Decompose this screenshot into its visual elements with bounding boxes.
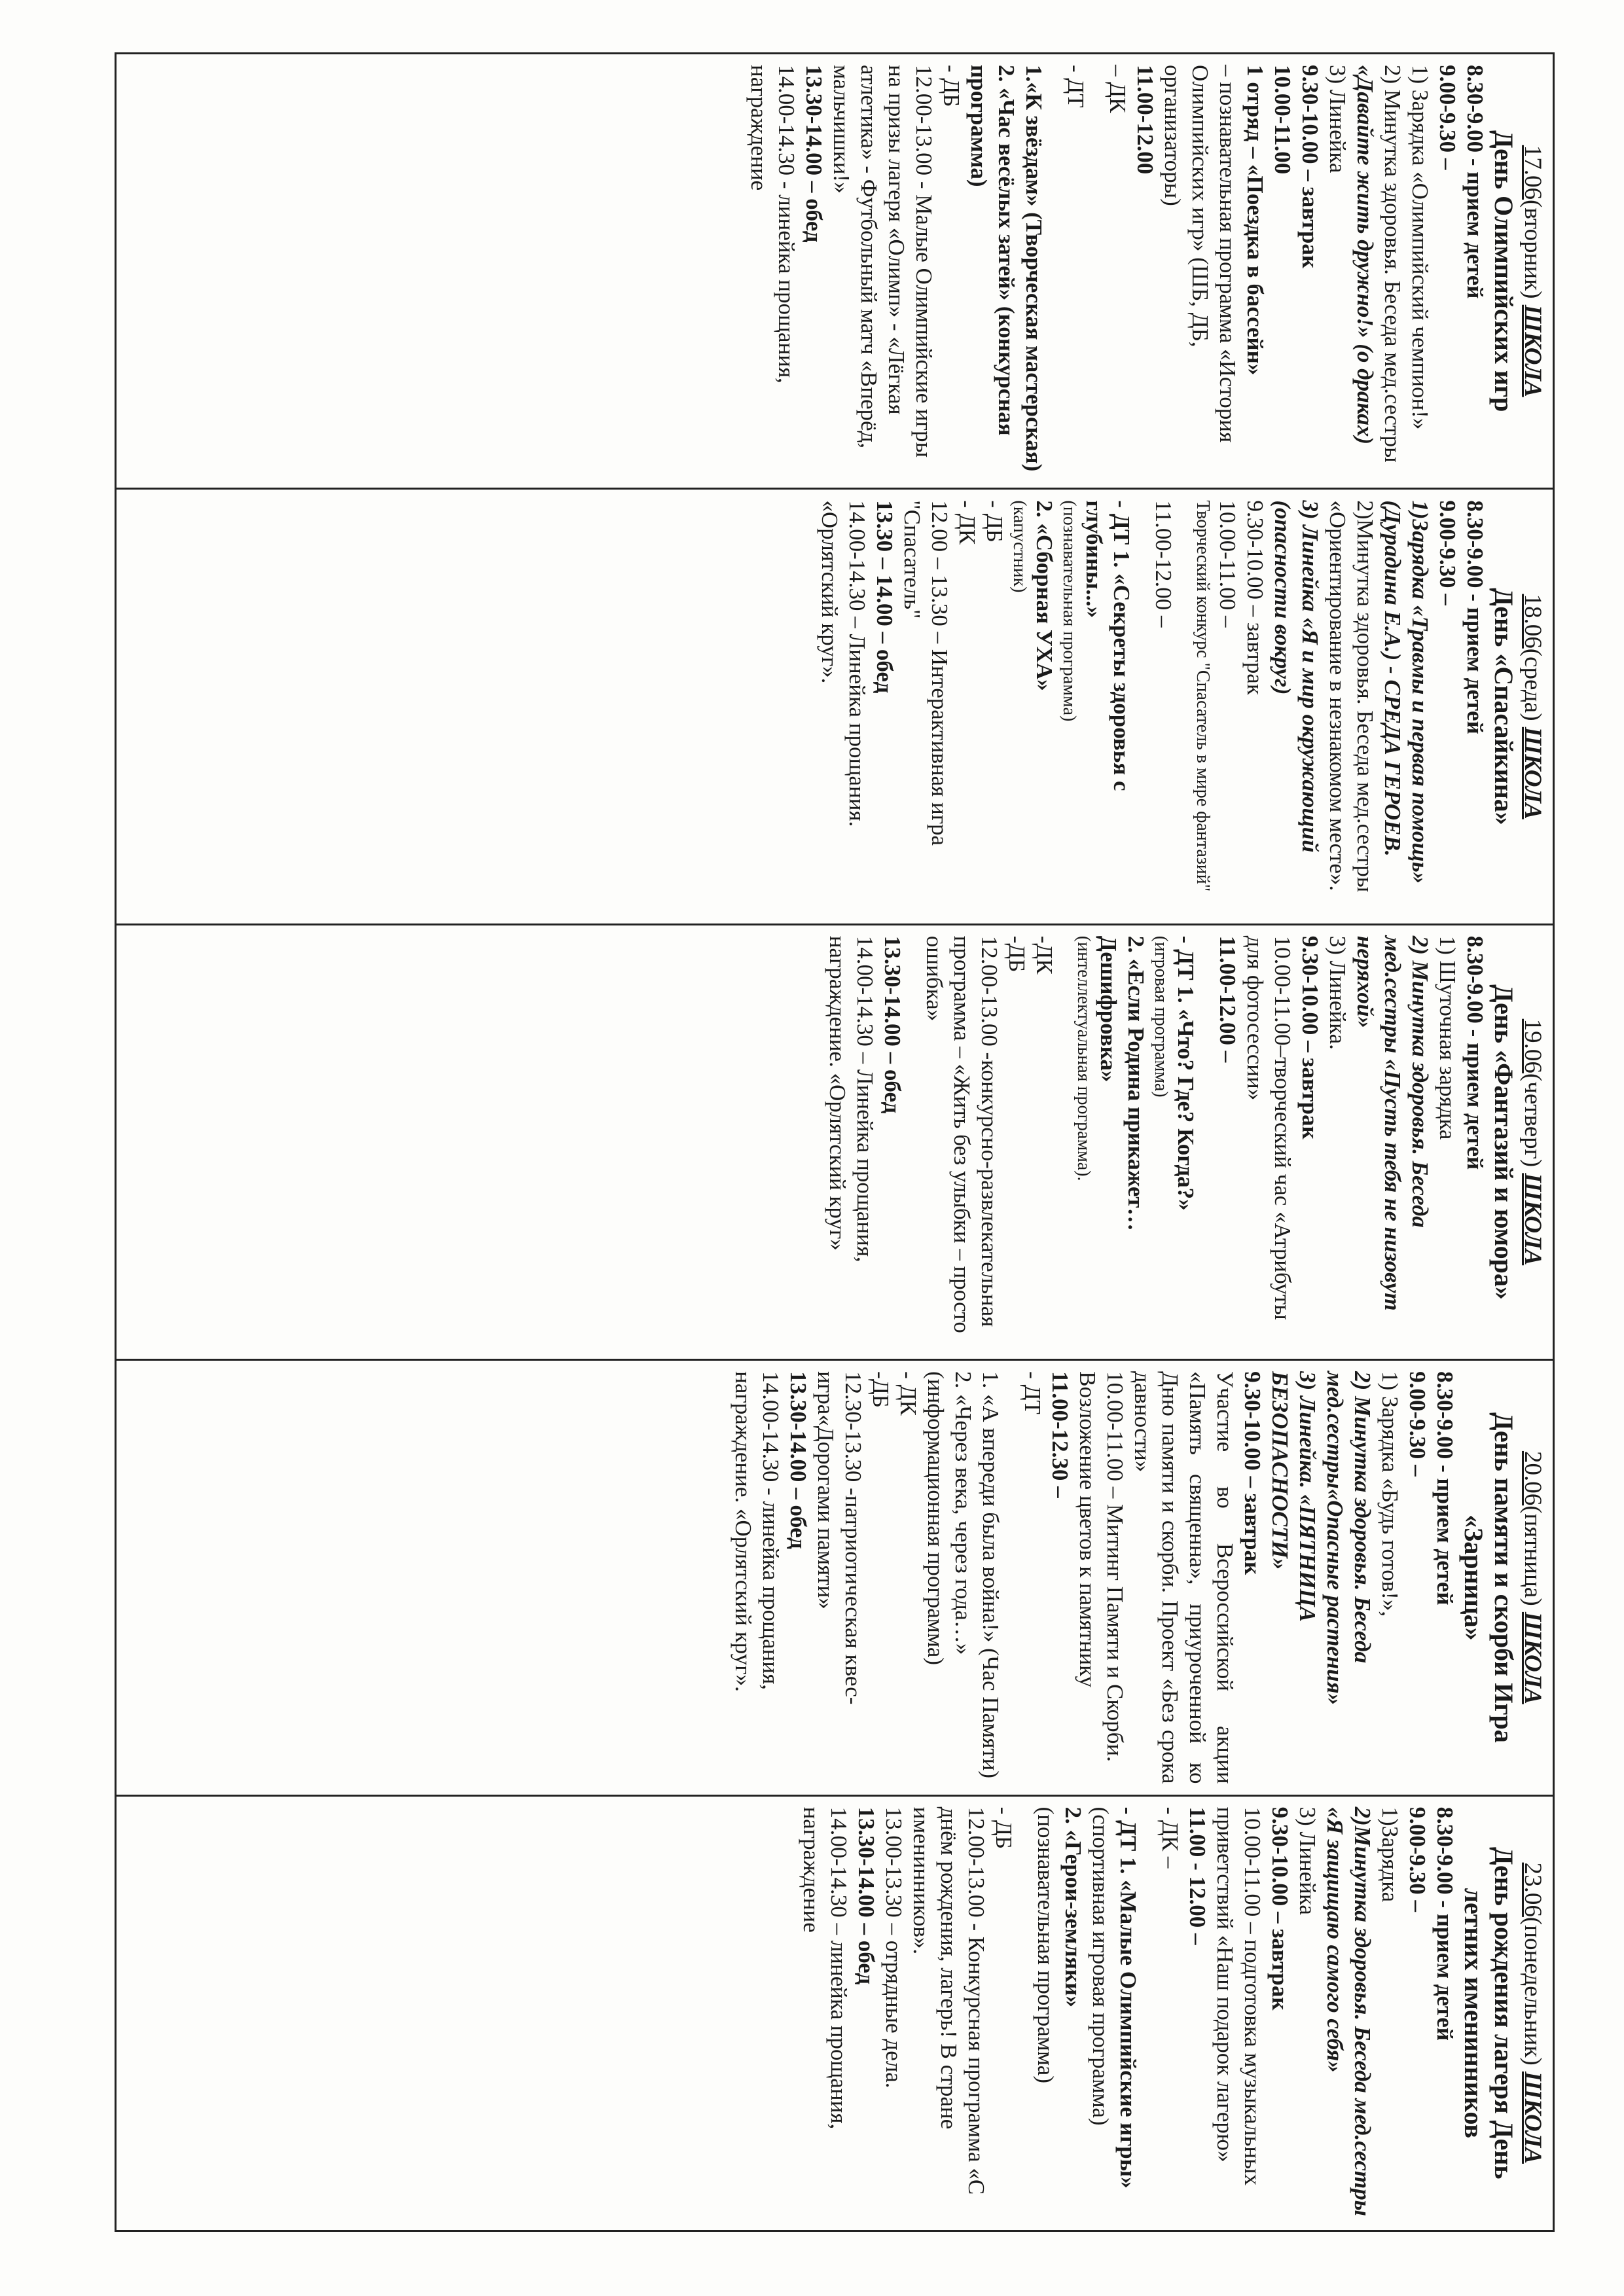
day-date: 17.06 bbox=[1519, 145, 1546, 200]
schedule-line: 3) Линейка bbox=[1295, 1806, 1320, 1915]
schedule-line: 8.30-9.00 - прием детей bbox=[1462, 935, 1488, 1170]
school-label: ШКОЛА bbox=[1519, 1173, 1546, 1266]
schedule-line: 1) Шуточная зарядка bbox=[1435, 935, 1460, 1140]
day-column bbox=[116, 1360, 1554, 1795]
schedule-line: 9.30-10.00 – завтрак bbox=[1240, 1371, 1265, 1575]
schedule-sheet bbox=[101, 52, 1555, 2232]
schedule-line bbox=[1017, 1807, 1032, 2219]
day-weekday: (понедельник) bbox=[1519, 1916, 1546, 2066]
schedule-table bbox=[115, 52, 1555, 2232]
schedule-line: 2) Минутка здоровья. Беседа мед.сестры«Опасные растения» bbox=[1322, 1371, 1375, 1706]
schedule-line: 3) Линейка «Я и мир окружающий (опасности вокруг) bbox=[1270, 500, 1323, 853]
schedule-line bbox=[1058, 936, 1072, 1348]
schedule-line: 13.30-14.00 – обед bbox=[854, 1806, 879, 1985]
day-title: День «Фантазий и юмора» bbox=[1489, 984, 1519, 1300]
schedule-line: 2) Минутка здоровья. Беседа мед.сестры bbox=[1380, 65, 1405, 463]
schedule-line bbox=[1199, 936, 1214, 1348]
day-title: День рождения лагеря День летних именинников bbox=[1459, 1846, 1519, 2179]
schedule-line: 9.00-9.30 – bbox=[1405, 1806, 1430, 1912]
schedule-line: 14.00-14.30 - линейка прощания, награждение bbox=[746, 65, 799, 384]
schedule-line: - ДТ 1. «Малые Олимпийские игры» bbox=[1115, 1806, 1141, 2189]
schedule-line: (интеллектуальная программа). bbox=[1074, 935, 1094, 1181]
schedule-line: 2)Минутка здоровья. Беседа мед.сестры «Ориентирование в незнакомом месте». bbox=[1325, 500, 1378, 893]
schedule-line: 14.00-14.30 – Линейка прощания, награждение. «Орлятский круг» bbox=[825, 935, 878, 1263]
day-weekday: (среда) bbox=[1519, 648, 1546, 721]
schedule-line: 9.30-10.00 – завтрак bbox=[1242, 500, 1268, 695]
schedule-line: 9.30-10.00 – завтрак bbox=[1297, 65, 1323, 269]
schedule-line: 3) Линейка. bbox=[1325, 935, 1350, 1050]
schedule-line: (капустник) bbox=[1009, 500, 1030, 593]
schedule-line: 2. «Через века, через года…» (информационная программа) bbox=[923, 1371, 976, 1666]
schedule-line bbox=[1135, 500, 1149, 912]
schedule-line: 9.30-10.00 – завтрак bbox=[1267, 1806, 1293, 2011]
day-date: 23.06 bbox=[1519, 1862, 1546, 1917]
school-label: ШКОЛА bbox=[1519, 2072, 1546, 2164]
schedule-line: 1. «А впереди была война!» (Час Памяти) bbox=[978, 1371, 1003, 1779]
schedule-line: 2) Минутка здоровья. Беседа мед.сестры «Пусть тебя не низовут неряхой» bbox=[1352, 935, 1433, 1311]
schedule-line: 12.00-13.00 - Малые Олимпийские игры на призы лагеря «Олимп» - «Лёгкая атлетика» - Футбольный матч «Вперёд, мальчишки!» bbox=[829, 65, 937, 458]
schedule-line: 8.30-9.00 - прием детей bbox=[1432, 1371, 1458, 1605]
schedule-line: 1 отряд – «Поездка в бассейн» bbox=[1242, 65, 1268, 376]
schedule-line: 10.00-11.00–творческий час «Атрибуты для фотосессии» bbox=[1242, 935, 1295, 1320]
schedule-line: 8.30-9.00 - прием детей bbox=[1462, 65, 1488, 299]
day-weekday: (пятница) bbox=[1519, 1505, 1546, 1606]
schedule-line: (спортивная игровая программа) bbox=[1088, 1806, 1113, 2126]
schedule-line: Участие во Всероссийской акции «Память священна», приуроченной ко Дню памяти и скорби. Проект «Без срока давности» bbox=[1130, 1371, 1238, 1784]
day-weekday: (вторник) bbox=[1519, 200, 1546, 299]
schedule-line: 11.00 - 12.00 – bbox=[1185, 1806, 1210, 1945]
schedule-line: 13.30-14.00 – обед bbox=[880, 935, 905, 1114]
schedule-line: 9.00-9.30 – bbox=[1435, 65, 1460, 170]
schedule-line: - ДБ bbox=[982, 500, 1007, 543]
schedule-line: 3) Линейка. «ПЯТНИЦА БЕЗОПАСНОСТИ» bbox=[1267, 1371, 1320, 1623]
schedule-line: 9.00-9.30 – bbox=[1435, 500, 1460, 605]
day-title: День памяти и скорби Игра «Зарница» bbox=[1459, 1412, 1519, 1743]
schedule-line: Творческий конкурс "Спасатель в мире фантазий" bbox=[1193, 500, 1213, 892]
schedule-line: - ДК bbox=[954, 500, 980, 545]
schedule-line: 2. «Час весёлых затей» (конкурсная программа) bbox=[966, 65, 1019, 436]
schedule-line: 10.00-11.00 bbox=[1270, 65, 1295, 175]
schedule-line: -ДБ bbox=[1004, 935, 1030, 973]
day-header bbox=[1519, 500, 1546, 912]
schedule-line: 2. «Сборная УХА» bbox=[1032, 500, 1057, 691]
schedule-line: 12.00 – 13.30 – Интерактивная игра "Спасатель" bbox=[899, 500, 952, 846]
day-header bbox=[1519, 65, 1546, 477]
schedule-line: - ДТ 1. «Секреты здоровья с глубины...» bbox=[1081, 500, 1134, 791]
schedule-line: 8.30-9.00 - прием детей bbox=[1462, 500, 1488, 734]
day-title: День Олимпийских игр bbox=[1489, 130, 1519, 412]
schedule-line: 2. «Если Родина прикажет… Дешифровка» bbox=[1096, 935, 1149, 1231]
day-title: День «Спасайкина» bbox=[1489, 588, 1519, 825]
day-header bbox=[1519, 936, 1546, 1348]
day-header bbox=[1519, 1371, 1546, 1784]
schedule-line: – познавательная программа «История Олимпийских игр» (ШБ, ДБ, организаторы) bbox=[1160, 65, 1240, 443]
schedule-line: (игровая программа) bbox=[1151, 935, 1171, 1098]
schedule-line: 8.30-9.00 - прием детей bbox=[1432, 1806, 1458, 2041]
schedule-line: 9.30-10.00 – завтрак bbox=[1297, 935, 1323, 1139]
schedule-line bbox=[906, 936, 920, 1348]
day-column bbox=[116, 54, 1554, 489]
day-header bbox=[1519, 1807, 1546, 2219]
schedule-line: 13.30 – 14.00 – обед bbox=[872, 500, 897, 694]
schedule-line: 1)Зарядка bbox=[1377, 1806, 1403, 1903]
schedule-line: - ДБ bbox=[939, 65, 964, 107]
schedule-line: 11.00-12.00 – bbox=[1215, 935, 1240, 1063]
schedule-line: 13.30-14.00 – обед bbox=[801, 65, 827, 243]
schedule-line bbox=[1177, 500, 1191, 912]
schedule-line: -ДК bbox=[1032, 935, 1057, 975]
day-column bbox=[116, 489, 1554, 924]
schedule-line: 14.00-14.30 - линейка прощания, награждение. «Орлятский круг». bbox=[731, 1371, 784, 1692]
schedule-line: - ДТ 1. «Что? Где? Когда?» bbox=[1173, 935, 1199, 1211]
day-date: 20.06 bbox=[1519, 1450, 1546, 1506]
schedule-line: 1) Зарядка «Будь готов!», bbox=[1377, 1371, 1403, 1617]
schedule-line: 12.30-13.30 -патриотическая квес-игра«Дорогами памяти» bbox=[813, 1371, 866, 1705]
schedule-line: 13.00-13.30 – отрядные дела. bbox=[881, 1806, 907, 2089]
schedule-line: 11.00-12.00 – bbox=[1151, 500, 1176, 628]
schedule-line: – ДК bbox=[1105, 65, 1130, 113]
schedule-line: - ДТ bbox=[1063, 65, 1089, 108]
day-date: 18.06 bbox=[1519, 594, 1546, 649]
schedule-line bbox=[1004, 1371, 1019, 1784]
schedule-line: 10.00-11.00 – Митинг Памяти и Скорби. Возложение цветов к памятнику bbox=[1075, 1371, 1128, 1762]
schedule-line: - ДТ bbox=[1020, 1371, 1045, 1414]
day-weekday: (четверг) bbox=[1519, 1073, 1546, 1168]
schedule-line: 2)Минутка здоровья. Беседа мед.сестры «Я защищаю самого себя» bbox=[1322, 1806, 1375, 2216]
schedule-line: 2. «Герои-земляки» bbox=[1060, 1806, 1086, 2007]
schedule-line: 12.00-13.00 - Конкурсная программа «С днём рождения, лагерь! В стране именинников». bbox=[909, 1806, 989, 2195]
schedule-line: 1)Зарядка «Травмы и первая помощь» (Дурадина Е.А.) - СРЕДА ГЕРОЕВ. bbox=[1380, 500, 1433, 884]
school-label: ШКОЛА bbox=[1519, 726, 1546, 819]
schedule-line: 12.00-13.00 -конкурсно-развлекательная программа – «Жить без улыбки – просто ошибка» bbox=[922, 935, 1002, 1333]
schedule-line bbox=[1142, 1807, 1156, 2219]
schedule-line bbox=[1089, 65, 1104, 477]
school-label: ШКОЛА bbox=[1519, 304, 1546, 397]
schedule-line: (познавательная программа) bbox=[1033, 1806, 1058, 2083]
schedule-line bbox=[1047, 65, 1062, 477]
day-column bbox=[116, 1795, 1554, 2231]
schedule-line: 10.00-11.00 – подготовка музыкальных приветствий «Наш подарок лагерю» bbox=[1212, 1806, 1265, 2186]
schedule-line: - ДК bbox=[895, 1371, 921, 1416]
schedule-line: - ДК – bbox=[1157, 1806, 1183, 1869]
schedule-line: 10.00-11.00 – bbox=[1215, 500, 1240, 628]
schedule-line: -ДБ bbox=[868, 1371, 893, 1408]
schedule-line: 1.«К звёздам» (Творческая мастерская) bbox=[1021, 65, 1047, 472]
schedule-line: 1) Зарядка «Олимпийский чемпион!» bbox=[1407, 65, 1433, 430]
schedule-line: 9.00-9.30 – bbox=[1405, 1371, 1430, 1477]
schedule-line: 14.00-14.30 – линейка прощания, награждение bbox=[799, 1806, 852, 2130]
schedule-line: 13.30-14.00 – обед bbox=[785, 1371, 811, 1549]
school-label: ШКОЛА bbox=[1519, 1611, 1546, 1704]
schedule-line: 3) Линейка bbox=[1325, 65, 1350, 173]
schedule-line: 11.00-12.30 – bbox=[1047, 1371, 1073, 1498]
day-column bbox=[116, 924, 1554, 1359]
schedule-line: - ДБ bbox=[991, 1806, 1017, 1849]
schedule-line: «Давайте жить дружно!» (о драках) bbox=[1352, 65, 1378, 445]
schedule-line: 14.00-14.30 – Линейка прощания. «Орлятский круг». bbox=[817, 500, 870, 827]
schedule-line: 11.00-12.00 bbox=[1132, 65, 1158, 175]
schedule-line: (познавательная программа) bbox=[1059, 500, 1079, 722]
day-date: 19.06 bbox=[1519, 1018, 1546, 1073]
